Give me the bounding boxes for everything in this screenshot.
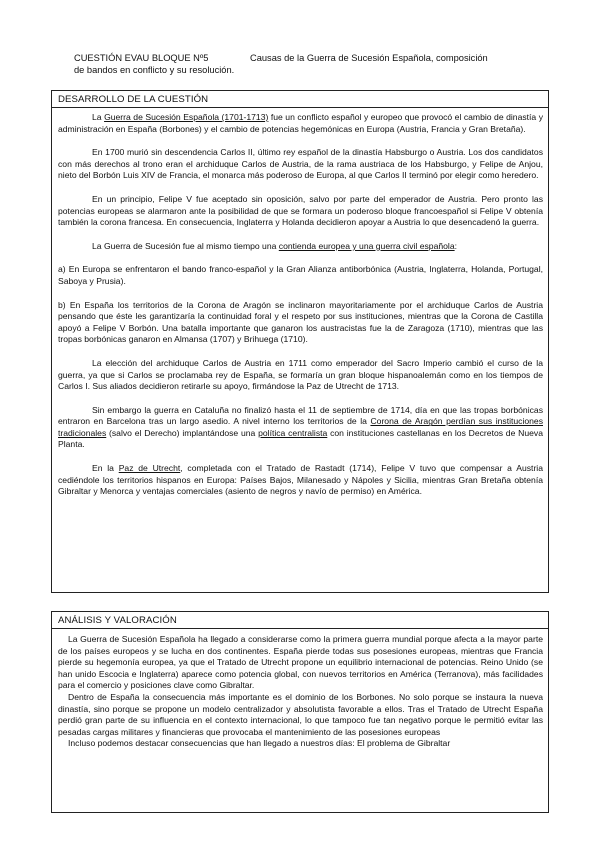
paragraph: a) En Europa se enfrentaron el bando franco-español y la Gran Alianza antiborbónica (Austria, Inglaterra, Holanda, Portugal, Saboya y Prusia). [58,264,543,286]
question-topic-cont: de bandos en conflicto y su resolución. [74,65,235,75]
paragraph-text: (salvo el Derecho) implantándose una [106,427,259,438]
analisis-section [51,611,549,813]
paragraph-text: : [454,240,457,251]
paragraph: La elección del archiduque Carlos de Austria en 1711 como emperador del Sacro Imperio cambió el curso de la guerra, ya que si Carlos se proclamaba rey de España, se formaría un gran bloque hispanoalemán como en los tiempos de Carlos I. Sus aliados decidieron retirarle su apoyo, firmándose la Paz de Utrecht de 1713. [58,357,543,392]
paragraph-text: , completada con el Tratado de Rastadt (1714), Felipe V tuvo que compensar a Austria cediéndole los territorios hispanos en Europa: Países Bajos, Milanesado y Nápoles y Sicilia, mientras Gran Bretaña obtenía Gibraltar y Menorca y ventajas comerciales (asiento de negros y navío de permiso) en América. [58,463,543,497]
paragraph: La Guerra de Sucesión Española (1701-1713) fue un conflicto español y europeo que provocó el cambio de dinastía y administración en España (Borbones) y el cambio de potencias hegemónicas en Europa (Austria, Francia y Gran Bretaña). [58,112,543,134]
underlined-term: Paz de Utrecht [118,463,181,474]
paragraph [58,463,543,498]
desarrollo-section [51,90,549,593]
paragraph-text: En la [92,463,119,474]
paragraph: Incluso podemos destacar consecuencias que han llegado a nuestros días: El problema de Gibraltar [68,738,451,749]
underlined-term: Guerra de Sucesión Española (1701-1713) [104,112,269,122]
question-code: CUESTIÓN EVAU BLOQUE Nº5 [74,53,209,63]
paragraph [58,241,543,253]
paragraph-text: Sin embargo la guerra en Cataluña no finalizó hasta el 11 de septiembre de 1714, día en que las tropas borbónicas entraron en Barcelona tras un largo asedio. A nivel interno los territorios de la [58,404,543,427]
underlined-term: política centralista [258,427,328,438]
paragraph: La Guerra de Sucesión Española ha llegado a considerarse como la primera guerra mundial porque afecta a la mayor parte de los países europeos y se lucha en dos continentes. España pierde todas sus posesiones europeas, mientras que Francia pierde su hegemonía europea, ya que el Tratado de Utrecht propone un equilibrio internacional de potencias. Reino Unido (se han unido Escocia e Inglaterra) aparece como potencia global, con nuevos territorios en América (Terranova), más facilidades para el comercio y posiciones clave como Gibraltar. [58,634,543,691]
underlined-term: Corona de Aragón perdían sus instituciones tradicionales [58,416,543,438]
analisis-body [52,629,548,752]
desarrollo-body [52,108,548,512]
paragraph-text: con instituciones castellanas en los Decretos de Nueva Planta. [58,427,543,450]
analisis-title: ANÁLISIS Y VALORACIÓN [52,612,548,629]
paragraph: En 1700 murió sin descendencia Carlos II, último rey español de la dinastía Habsburgo o Austria. Los dos candidatos con más derechos al trono eran el archiduque Carlos de Austria, de la rama austriaca de los Habsburgo, y Felipe de Anjou, nieto del Borbón Luis XIV de Francia, el monarca más poderoso de Europa, al que Carlos II terminó por elegir como heredero. [58,147,543,181]
paragraph: En un principio, Felipe V fue aceptado sin oposición, salvo por parte del emperador de Austria. Pero pronto las potencias europeas se alarmaron ante la posibilidad de que se formara un poderoso bloque francoespañol si Felipe V obtenía también la corona francesa. En consecuencia, Inglaterra y Holanda decidieron apoyar a Austria lo que desencadenó la guerra. [58,193,543,228]
paragraph: Dentro de España la consecuencia más importante es el dominio de los Borbones. No solo porque se instaura la nueva dinastía, sino porque se propone un modelo centralizador y absolutista favorable a ellos. Tras el Tratado de Utrecht España perdió gran parte de su influencia en el contexto internacional, lo que tampoco fue tan negativo porque le permitió evitar las pesadas cargas militares y financieras que provocaba el mantenimiento de las posesiones europeas [58,691,543,737]
underlined-term: contienda europea y una guerra civil española [278,240,455,251]
desarrollo-title: DESARROLLO DE LA CUESTIÓN [52,91,548,108]
paragraph [58,405,543,451]
paragraph-text: fue un conflicto español y europeo que provocó el cambio de dinastía y administración en España (Borbones) y el cambio de potencias hegemónicas en Europa (Austria, Francia y Gran Bretaña). [58,112,543,134]
question-topic: Causas de la Guerra de Sucesión Española, composición [250,53,488,63]
paragraph: b) En España los territorios de la Corona de Aragón se inclinaron mayoritariamente por el archiduque Carlos de Austria pensando que éste les garantizaría la continuidad foral y el respeto por sus instituciones, mientras que la Corona de Castilla apoyó a Felipe V Borbón. Una batalla importante que ganaron los austracistas fue la de Zaragoza (1710), mientras que las tropas borbónicas ganaron en Almansa (1707) y Brihuega (1710). [58,299,543,345]
question-header [74,52,544,76]
paragraph-text: La Guerra de Sucesión fue al mismo tiempo una [92,240,279,251]
